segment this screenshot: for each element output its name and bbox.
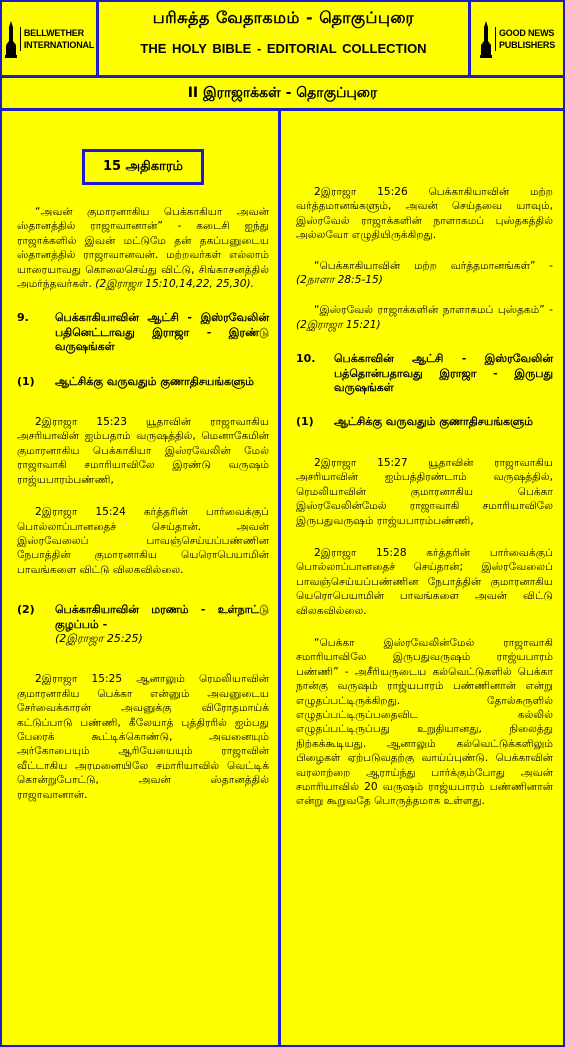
subsection-2-number: (2) [17,603,35,617]
title-tamil: பரிசுத்த வேதாகமம் - தொகுப்புரை [152,8,415,27]
subsection-1-heading-right [296,415,553,429]
verse-15-25: 2இராஜா 15:25 ஆனாலும் ரெமலியாவின் குமாரனாகிய பெக்கா என்னும் அவனுடைய சேர்வைக்காரன் அவனுக்கு விரோதமாய்க் கட்டுப்பாடு பண்ணி, கீலேயாத் புத்திரரில் ஐம்பது பேரைக் கூட்டிக்கொண்டு, அவனையும் அர்கோபையும் ஆரியேயையும் ராஜாவின் வீட்டாகிய அரமனையிலே சமாரியாவில் வெட்டிக் கொன்றுபோட்டு, அவன் ஸ்தானத்தில் ராஜாவானான். [17,673,269,801]
section-10-title: பெக்காவின் ஆட்சி - இஸ்ரவேலின் பத்தொன்பதாவது இராஜா - இருபது வருஷங்கள் [334,352,553,395]
section-10-number: 10. [296,352,316,366]
quote-other-acts-text: “பெக்காகியாவின் மற்ற வர்த்தமானங்கள்” - [314,259,553,272]
logo-right-text [495,27,555,51]
section-10-heading [296,352,553,395]
publisher-logo-right [468,2,563,75]
logo-left-line-1: BELLWETHER [23,27,84,38]
verse-15-28: 2இராஜா 15:28 கர்த்தரின் பார்வைக்குப் பொல்லாப்பானதைச் செய்தான்; இஸ்ரவேலைப் பாவஞ்செய்யப்பண்ணின நேபாத்தின் குமாரனாகிய யெரொபெயாமின் பாவங்களை அவன் விட்டு விலகவில்லை. [296,546,553,617]
subsection-2-title-text: பெக்காகியாவின் மரணம் - உள்நாட்டு குழப்பம் - [55,603,269,631]
subsection-2-heading [17,603,269,646]
subsection-1-title-right: ஆட்சிக்கு வருவதும் குணாதிசயங்களும் [334,415,534,429]
title-english: THE HOLY BIBLE - EDITORIAL COLLECTION [140,41,427,56]
subsection-1-number-right: (1) [296,415,314,429]
subsection-1-number: (1) [17,374,35,388]
subsection-1-title: ஆட்சிக்கு வருவதும் குணாதிசயங்களும் [55,374,255,388]
verse-15-27: 2இராஜா 15:27 யூதாவின் ராஜாவாகிய அசரியாவின் ஐம்பத்திரண்டாம் வருஷத்தில், ரெமலியாவின் குமாரனாகிய பெக்கா இஸ்ரவேலின்மேல் ராஜாவாகி சமாரியாவிலே இருபதுவருஷம் ராஜ்யபாரம்பண்ணி, [296,456,553,527]
right-column [284,111,563,1045]
quote-chronicles [296,303,553,332]
bellwether-icon [4,19,18,59]
title-area [99,2,468,75]
logo-left-text [20,27,94,51]
chapter-label: 15 அதிகாரம் [82,149,204,185]
quote-chronicles-text: “இஸ்ரவேல் ராஜாக்களின் நாளாகமப் புஸ்தகம்” - [314,304,553,317]
logo-right-line-1: GOOD NEWS [498,27,555,38]
left-column [2,111,281,1045]
subsection-2-title [55,603,269,646]
commentary-pekah-reign: “பெக்கா இஸ்ரவேலின்மேல் ராஜாவாகி சமாரியாவிலே இருபதுவருஷம் ராஜ்யபாரம் பண்ணி” - அசீரியருடைய கல்வெட்டுகளில் பெக்கா நான்கு வருஷம் ராஜ்யபாரம் பண்ணினான் என்று எழுதப்பட்டிருக்கிறது. தோல்சுருளில் எழுதப்பட்டிருப்பதைவிட கல்லில் எழுதப்பட்டிருப்பது உறுதியானது, நிலைத்து நிற்கக்கூடியது. ஆனாலும் கல்வெட்டுக்களிலும் பிழைகள் ஏற்படுவதற்கு வாய்ப்புண்டு. பெக்காவின் வரலாற்றை ஆராய்ந்து பார்க்கும்போது அவன் சமாரியாவில் 20 வருஷம் ராஜ்யபாரம் பண்ணினான் என்று கூறுவதே பொருத்தமாக உள்ளது. [296,636,553,808]
quote-chronicles-reference: (2இராஜா 15:21) [296,318,381,331]
verse-15-23: 2இராஜா 15:23 யூதாவின் ராஜாவாகிய அசரியாவின் ஐம்பதாம் வருஷத்தில், மெனாகேமின் குமாரனாகிய பெக்காகியா இஸ்ரவேலின் மேல் ராஜாவாகி சமாரியாவிலே இரண்டு வருஷம் ராஜ்யபாரம்பண்ணி, [17,416,269,486]
header [2,2,563,78]
logo-left-line-2: INTERNATIONAL [23,39,95,50]
subsection-2-reference: (2இராஜா 25:25) [55,631,143,645]
section-9-heading [17,311,269,354]
quote-other-acts-reference: (2நாளா 28:5-15) [296,274,383,287]
verse-15-26: 2இராஜா 15:26 பெக்காகியாவின் மற்ற வர்த்தமானங்களும், அவன் செய்தவை யாவும், இஸ்ரவேல் ராஜாக்களின் நாளாகமப் புஸ்தகத்தில் அல்லவோ எழுதியிருக்கிறது. [296,186,553,242]
quote-other-acts [296,259,553,288]
intro-paragraph [17,205,269,291]
intro-reference: (2இராஜா 15:10,14,22, 25,30). [95,278,255,291]
verse-15-24: 2இராஜா 15:24 கர்த்தரின் பார்வைக்குப் பொல்லாப்பானதைச் செய்தான். அவன் இஸ்ரவேலைப் பாவஞ்செய்யப்பண்ணின நேபாத்தின் குமாரனாகிய யெரொபெயாமின் பாவங்களை விட்டு விலகவில்லை. [17,506,269,576]
book-subtitle: II இராஜாக்கள் - தொகுப்புரை [2,78,563,111]
subsection-1-heading [17,375,269,389]
publisher-logo-left [2,2,99,75]
intro-text: “அவன் குமாரனாகிய பெக்காகியா அவன் ஸ்தானத்தில் ராஜாவானான்” - கடைசி ஐந்து ராஜாக்களில் இவன் மட்டுமே தன் தகப்பனுடைய ஸ்தானத்தில் ராஜாவானவன். மற்றவர்கள் எல்லாம் யாரையாவது கொலைசெய்து விட்டு, சிங்காசனத்தில் அமர்ந்தவர்கள். [17,206,269,291]
section-9-title: பெக்காகியாவின் ஆட்சி - இஸ்ரவேலின் பதினெட்டாவது இராஜா - இரண்டு வருஷங்கள் [55,311,269,354]
goodnews-icon [479,19,493,59]
logo-right-line-2: PUBLISHERS [498,39,555,50]
section-9-number: 9. [17,311,29,325]
